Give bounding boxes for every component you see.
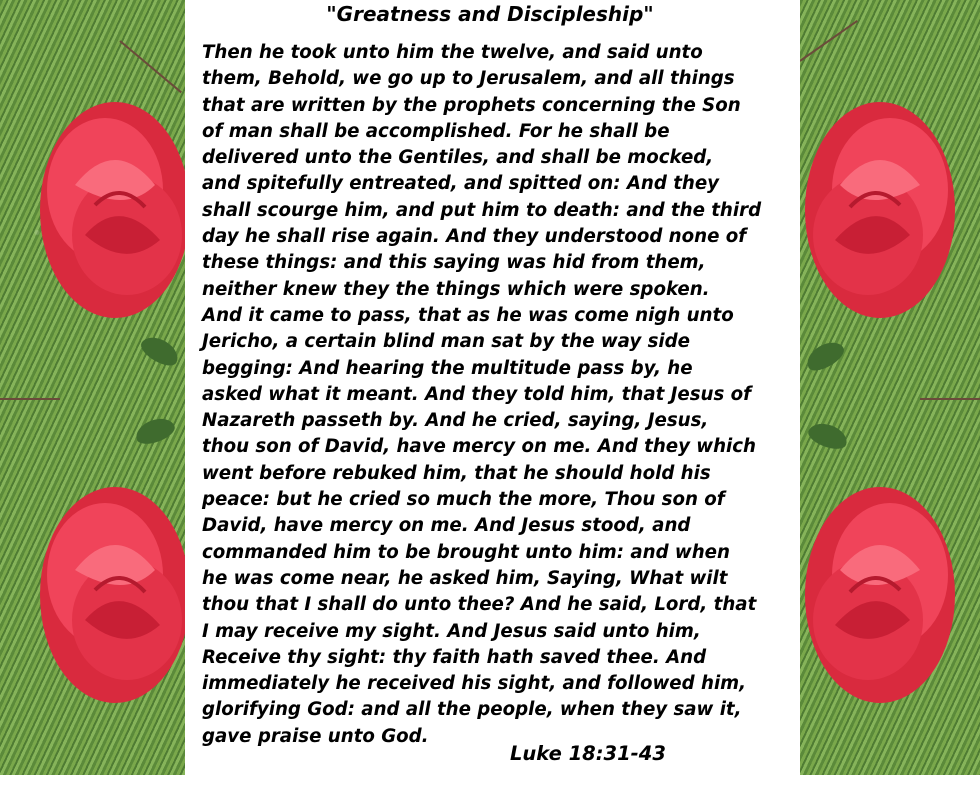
scripture-reference: Luke 18:31-43 (510, 742, 666, 765)
passage-line: Then he took unto him the twelve, and said unto (202, 42, 703, 63)
passage-line: neither knew they the things which were spoken. (202, 278, 710, 300)
rose-icon (35, 480, 195, 710)
passage-line: thou son of David, have mercy on me. And they which (202, 436, 756, 458)
leaf-icon (132, 414, 177, 448)
passage-line: commanded him to be brought unto him: and when (202, 541, 730, 563)
leaf-icon (805, 419, 850, 453)
passage-line: these things: and this saying was hid from them, (202, 252, 706, 274)
passage-line: immediately he received his sight, and followed him, (202, 673, 747, 695)
passage-line: peace: but he cried so much the more, Thou son of (202, 489, 725, 511)
passage-line: day he shall rise again. And they understood none of (202, 226, 747, 248)
passage-line: them, Behold, we go up to Jerusalem, and all things (202, 68, 735, 90)
passage-line: Jericho, a certain blind man sat by the way side (202, 331, 690, 353)
rose-stem (0, 398, 60, 400)
right-grass-border (800, 0, 980, 775)
scripture-passage (202, 40, 797, 750)
passage-line: glorifying God: and all the people, when they saw it, (202, 699, 742, 721)
passage-line: And it came to pass, that as he was come nigh unto (202, 304, 734, 326)
rose-icon (35, 95, 195, 325)
rose-icon (800, 95, 960, 325)
passage-line: asked what it meant. And they told him, that Jesus of (202, 383, 752, 405)
passage-line: shall scourge him, and put him to death: and the third (202, 199, 762, 221)
passage-line: Nazareth passeth by. And he cried, saying, Jesus, (202, 410, 709, 432)
passage-line: gave praise unto God. (202, 725, 429, 747)
passage-line: David, have mercy on me. And Jesus stood, and (202, 515, 691, 537)
passage-line: went before rebuked him, that he should hold his (202, 462, 711, 484)
bottom-margin (0, 775, 980, 791)
page-title: "Greatness and Discipleship" (326, 2, 654, 26)
passage-line: he was come near, he asked him, Saying, What wilt (202, 567, 728, 589)
rose-stem (799, 20, 857, 62)
passage-line: Receive thy sight: thy faith hath saved thee. And (202, 646, 707, 668)
passage-line: and spitefully entreated, and spitted on: And they (202, 173, 720, 195)
passage-line: I may receive my sight. And Jesus said unto him, (202, 620, 701, 642)
rose-stem (119, 40, 182, 93)
rose-stem (920, 398, 980, 400)
rose-icon (800, 480, 960, 710)
left-grass-border (0, 0, 185, 775)
passage-line: of man shall be accomplished. For he shall be (202, 120, 670, 142)
leaf-icon (137, 331, 183, 370)
passage-line: that are written by the prophets concerning the Son (202, 94, 741, 116)
passage-line: delivered unto the Gentiles, and shall be mocked, (202, 147, 714, 169)
leaf-icon (802, 336, 848, 375)
passage-line: begging: And hearing the multitude pass by, he (202, 357, 693, 379)
passage-line: thou that I shall do unto thee? And he said, Lord, that (202, 594, 757, 616)
